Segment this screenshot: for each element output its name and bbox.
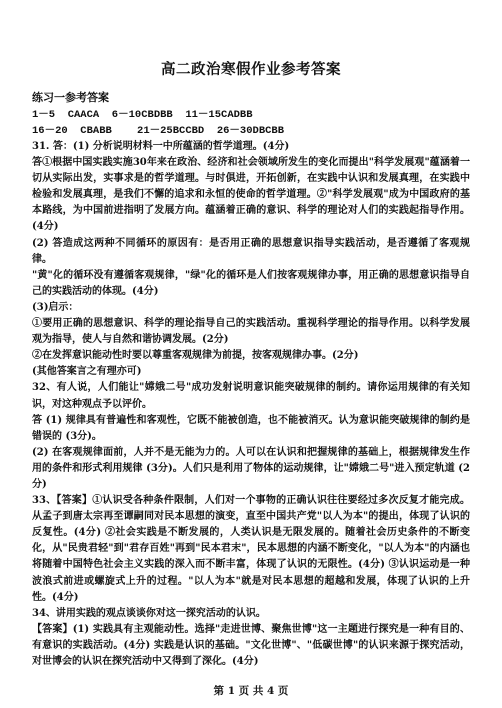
document-title: 高二政治寒假作业参考答案 [161, 61, 341, 78]
answer-key-line: 16－20 CBABB 21－25BCCBD 26－30DBCBB [32, 125, 285, 137]
section-heading: 练习一参考答案 [32, 91, 109, 104]
question-31-prompt: 31. 答：(1) 分析说明材料一中所蕴涵的哲学道理。(4分) [32, 141, 290, 152]
page-footer: 第 1 页 共 4 页 [213, 685, 289, 697]
answer-paragraph: "黄"化的循环没有遵循客观规律，"绿"化的循环是人们按客观规律办事，用正确的思想意识指导自己的实践活动的体现。(4分) [32, 269, 470, 297]
answer-body [32, 139, 470, 670]
question-34-prompt: 34、讲用实践的观点谈谈你对这一探究活动的认识。 [32, 607, 266, 619]
answer-paragraph: ①要用正确的思想意识、科学的理论指导自己的实践活动。重视科学理论的指导作用。以科学发展观为指导，使人与自然和谐协调发展。(2分) [32, 318, 470, 346]
question-32-prompt: 32、有人说，人们能让"嫦娥二号"成功发射说明意识能突破规律的制约。请你运用规律的有关知识，对这种观点予以评价。 [32, 382, 470, 410]
question-33-answer: 33、【答案】①认识受各种条件限制，人们对一个事物的正确认识往往要经过多次反复才能完成。从孟子到唐太宗再至谭嗣同对民本思想的演变，直至中国共产党"以人为本"的提出，体现了认识的反复性。(4分) ②社会实践是不断发展的，人类认识是无限发展的。随着社会历史条件的不断变化，从"民贵君轻"到"君存百姓"再到"民本君末"，民本思想的内涵不断变化，"以人为本"的内涵也将随着中国特色社会主义实践的深入而不断丰富，体现了认识的无限性。(4分) ③认识运动是一种波浪式前进或螺旋式上升的过程。"以人为本"就是对民本思想的超越和发展，体现了认识的上升性。(4分) [32, 495, 470, 603]
answer-paragraph: (2) 答造成这两种不同循环的原因有：是否用正确的思想意识指导实践活动，是否遵循了客观规律。 [32, 237, 470, 265]
answer-paragraph: 答 (1) 规律具有普遍性和客观性，它既不能被创造，也不能被消灭。认为意识能突破规律的制约是错误的 (3分)。 [32, 414, 470, 442]
answer-key-line: 1－5 CAACA 6－10CBDBB 11－15CADBB [32, 109, 253, 121]
answer-paragraph: 答①根据中国实践实施30年来在政治、经济和社会领域所发生的变化而提出"科学发展观"蕴涵着一切从实际出发，实事求是的哲学道理。与时俱进，开拓创新，在实践中认识和发展真理，在实践中检验和发展真理，是我们不懈的追求和永恒的使命的哲学道理。②"科学发展观"成为中国政府的基本路线，为中国前进指明了发展方向。蕴涵着正确的意识、科学的理论对人们的实践起指导作用。(4分) [32, 157, 470, 233]
answer-paragraph: ②在发挥意识能动性时要以尊重客观规律为前提，按客观规律办事。(2分) [32, 350, 359, 362]
answer-paragraph: (3)启示： [32, 301, 79, 313]
answer-paragraph: (2) 在客观规律面前，人并不是无能为力的。人可以在认识和把握规律的基础上，根据规律发生作用的条件和形式利用规律 (3分)。人们只是利用了物体的运动规律，让"嫦娥二号"进入预定轨道 (2分) [32, 446, 470, 490]
answer-paragraph: 【答案】(1) 实践具有主观能动性。选择"走进世博、聚焦世博"这一主题进行探究是一种有目的、有意识的实践活动。(4分) 实践是认识的基础。"文化世博"、"低碳世博"的认识来源于探究活动，对世博会的认识在探究活动中又得到了深化。(4分) [32, 623, 470, 667]
answer-note: (其他答案言之有理亦可) [32, 366, 142, 378]
